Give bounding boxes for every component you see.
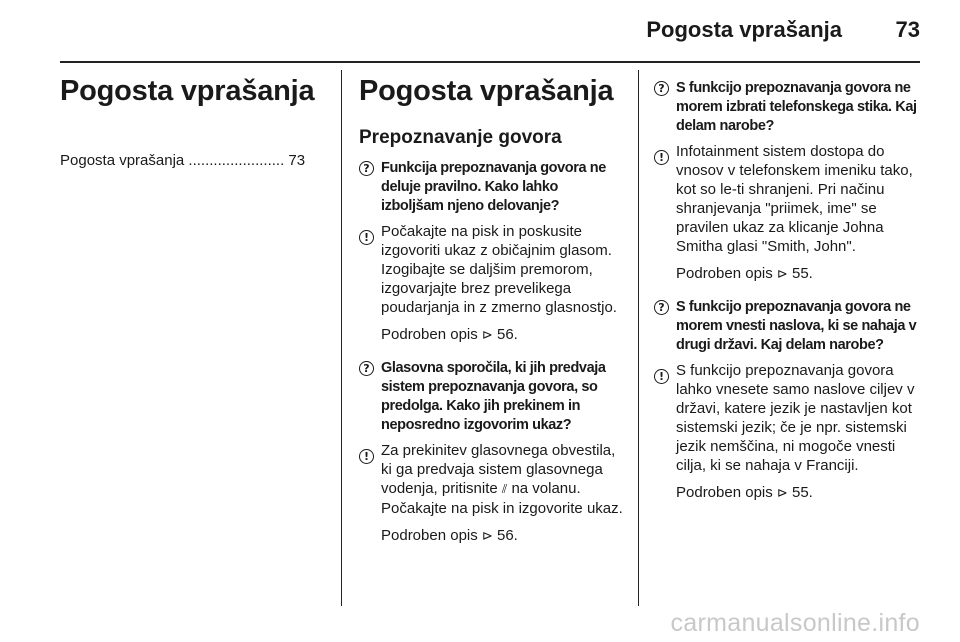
faq-answer-part: na volanu. Počakajte na pisk in izgovorite ukaz. [381, 480, 623, 517]
reference-label: Podroben opis [381, 326, 478, 343]
faq-item [654, 298, 926, 503]
reference-label: Podroben opis [676, 484, 773, 501]
faq-question: S funkcijo prepoznavanja govora ne morem vnesti naslova, ki se nahaja v drugi državi. Kaj delam narobe? [676, 299, 917, 353]
header-rule [60, 61, 920, 63]
question-circle-icon: ? [359, 161, 374, 176]
ref-arrow-icon: ⊳ [481, 328, 493, 343]
ref-arrow-icon: ⊳ [776, 486, 788, 501]
question-circle-icon: ? [654, 81, 669, 96]
faq-item [359, 359, 624, 546]
reference-label: Podroben opis [676, 265, 773, 282]
reference [359, 325, 624, 345]
faq-answer-part: Za prekinitev glasovnega obvestila, ki ga predvaja sistem glasovnega vodenja, pritisnite [381, 442, 616, 497]
content-column-2 [654, 70, 926, 517]
toc-title: Pogosta vprašanja [60, 75, 315, 107]
faq-answer: Infotainment sistem dostopa do vnosov v telefonskem imeniku tako, kot so le-ti shranjeni. Pri načinu shranjevanja "priimek, ime" se pravilen ukaz za klicanje Johna Smitha glasi "Smith, John". [676, 143, 913, 255]
running-header-title: Pogosta vprašanja [646, 17, 842, 42]
exclamation-circle-icon: ! [654, 369, 669, 384]
faq-answer: Počakajte na pisk in poskusite izgovoriti ukaz z običajnim glasom. Izogibajte se daljšim premorom, izgovarjajte brez prevelikega poudarjanja in z zmerno glasnostjo. [381, 223, 617, 316]
watermark: carmanualsonline.info [670, 609, 920, 637]
ref-arrow-icon: ⊳ [776, 267, 788, 282]
exclamation-circle-icon: ! [359, 449, 374, 464]
reference-page[interactable]: 56. [497, 527, 518, 544]
reference [654, 264, 926, 284]
question-circle-icon: ? [654, 300, 669, 315]
page-title: Pogosta vprašanja [359, 75, 614, 107]
column-divider-1 [341, 70, 342, 606]
content-column-1 [359, 70, 624, 560]
reference-page[interactable]: 55. [792, 265, 813, 282]
toc-column [60, 70, 332, 170]
ref-arrow-icon: ⊳ [481, 529, 493, 544]
faq-question: S funkcijo prepoznavanja govora ne morem izbrati telefonskega stika. Kaj delam narobe? [676, 80, 917, 134]
faq-answer: S funkcijo prepoznavanja govora lahko vnesete samo naslove ciljev v državi, katere jezik je nastavljen kot sistemski jezik; če je npr. sistemski jezik nemščina, ni mogoče vnesti cilja, ki se nahaja v Franciji. [676, 362, 915, 474]
reference [654, 483, 926, 503]
exclamation-circle-icon: ! [359, 230, 374, 245]
reference-page[interactable]: 56. [497, 326, 518, 343]
voice-button-icon: ⫽ [501, 482, 508, 496]
faq-question: Glasovna sporočila, ki jih predvaja sistem prepoznavanja govora, so predolga. Kako jih prekinem in neposredno izgovorim ukaz? [381, 360, 606, 433]
toc-entry[interactable]: Pogosta vprašanja ....................... 73 [60, 152, 306, 169]
faq-item [359, 159, 624, 345]
reference-page[interactable]: 55. [792, 484, 813, 501]
reference-label: Podroben opis [381, 527, 478, 544]
faq-answer [381, 441, 624, 518]
page-number: 73 [895, 17, 920, 42]
section-title: Prepoznavanje govora [359, 127, 562, 148]
exclamation-circle-icon: ! [654, 150, 669, 165]
faq-item [654, 79, 926, 284]
reference [359, 526, 624, 546]
question-circle-icon: ? [359, 361, 374, 376]
faq-question: Funkcija prepoznavanja govora ne deluje pravilno. Kako lahko izboljšam njeno delovanje? [381, 160, 606, 214]
column-divider-2 [638, 70, 639, 606]
